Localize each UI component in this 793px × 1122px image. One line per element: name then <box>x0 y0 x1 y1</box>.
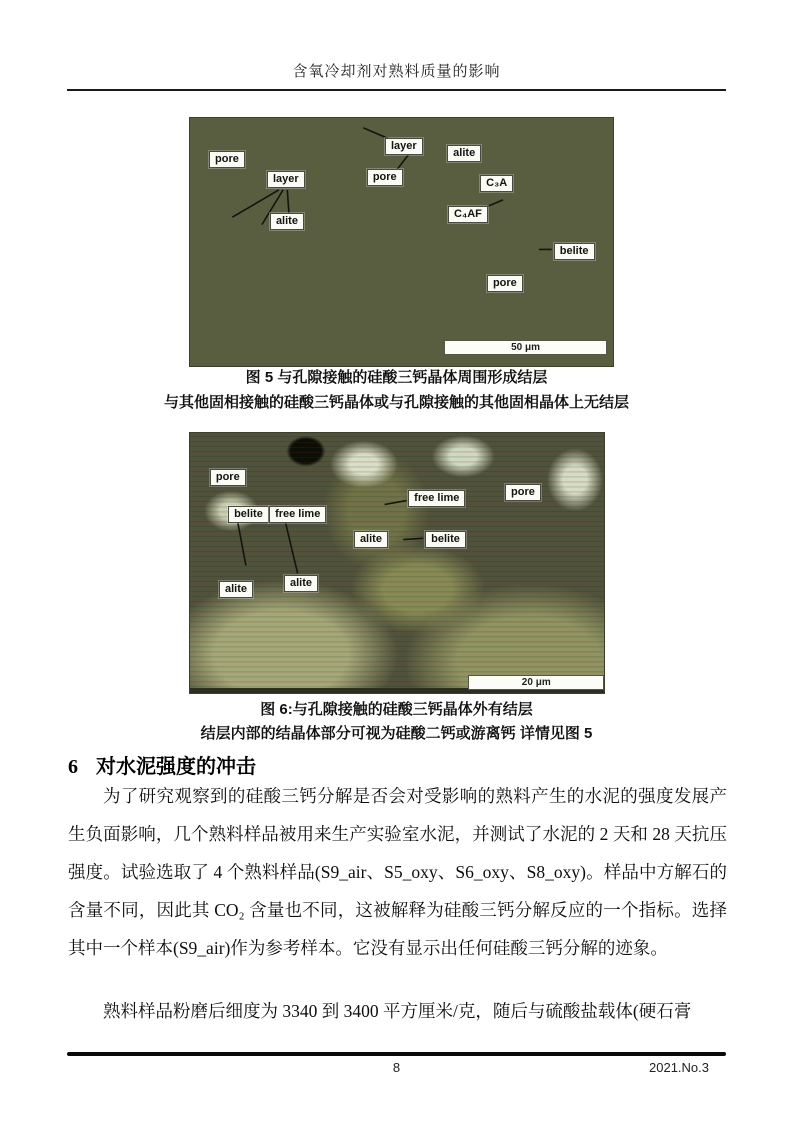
micrograph-label: alite <box>284 575 318 592</box>
micrograph-label: free lime <box>408 490 465 507</box>
footer-rule <box>67 1052 726 1056</box>
micrograph-label: belite <box>554 243 595 260</box>
body-paragraph-1 <box>68 777 727 967</box>
figure5-micrograph <box>189 117 614 367</box>
micrograph-label: pore <box>487 275 523 292</box>
micrograph-label: alite <box>270 213 304 230</box>
micrograph-label: alite <box>447 145 481 162</box>
figure6-annotation-arrows <box>190 433 604 693</box>
micrograph-label: C₄AF <box>448 206 488 223</box>
micrograph-label: pore <box>367 169 403 186</box>
section-heading <box>68 750 726 779</box>
micrograph-label: pore <box>505 484 541 501</box>
micrograph-label: layer <box>385 138 423 155</box>
body-paragraph-2 <box>68 992 727 1030</box>
running-head-title: 含氧冷却剂对熟料质量的影响 <box>292 64 501 80</box>
micrograph-label: alite <box>219 581 253 598</box>
figure6-scale-bar: 20 μm <box>468 675 604 690</box>
figure5-annotation-arrows <box>190 118 613 366</box>
figure5-scale-bar: 50 μm <box>444 340 608 355</box>
figure6-caption-line1: 图 6:与孔隙接触的硅酸三钙晶体外有结层 <box>260 701 533 718</box>
header-rule <box>67 89 726 91</box>
micrograph-label: pore <box>209 151 245 168</box>
section-title: 对水泥强度的冲击 <box>96 756 256 778</box>
section-number: 6 <box>68 756 78 778</box>
paragraph-text: 熟料样品粉磨后细度为 3340 到 3400 平方厘米/克，随后与硫酸盐载体(硬石膏 <box>103 1001 692 1021</box>
micrograph-label: alite <box>354 531 388 548</box>
figure5-caption-line1: 图 5 与孔隙接触的硅酸三钙晶体周围形成结层 <box>245 369 548 386</box>
figure5-caption-line2: 与其他固相接触的硅酸三钙晶体或与孔隙接触的其他固相晶体上无结层 <box>163 394 629 411</box>
page-number: 8 <box>392 1060 401 1075</box>
micrograph-label: pore <box>210 469 246 486</box>
micrograph-label: layer <box>267 171 305 188</box>
paragraph-text: 为了研究观察到的硅酸三钙分解是否会对受影响的熟料产生的水泥的强度发展产生负面影响，几个熟料样品被用来生产实验室水泥，并测试了水泥的 2 天和 28 天抗压强度。试验选取了 4 个熟料样品(S9_air、S5_oxy、S6_oxy、S8_oxy)。样品中方解石的含量不同，因此其 CO₂ 含量也不同，这被解释为硅酸三钙分解反应的一个指标。选择其中一个样本(S9_air)作为参考样本。它没有显示出任何硅酸三钙分解的迹象。 <box>68 786 727 958</box>
micrograph-label: belite <box>228 506 269 523</box>
micrograph-label: free lime <box>269 506 326 523</box>
figure6-caption-line2: 结层内部的结晶体部分可视为硅酸二钙或游离钙 详情见图 5 <box>200 725 593 742</box>
journal-issue: 2021.No.3 <box>649 1060 709 1075</box>
micrograph-label: C₃A <box>480 175 513 192</box>
micrograph-label: belite <box>425 531 466 548</box>
figure6-micrograph <box>189 432 605 694</box>
